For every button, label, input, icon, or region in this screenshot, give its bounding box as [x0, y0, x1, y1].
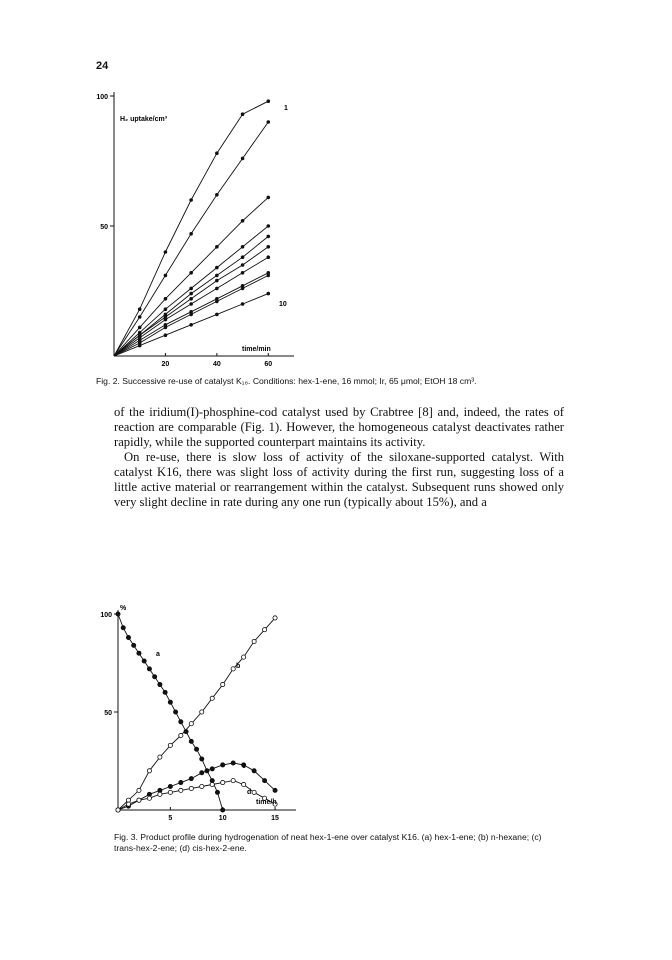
- figure-3-data-point-a: [221, 808, 225, 812]
- figure-3-data-point-b: [221, 682, 225, 686]
- figure-3-data-point-c: [189, 777, 193, 781]
- figure-2-axes: [96, 92, 294, 368]
- figure-3-data-point-b: [262, 628, 266, 632]
- figure-3-y-axis-label: %: [120, 605, 127, 612]
- figure-3-data-point-d: [242, 782, 246, 786]
- figure-2-series-line-4: [114, 226, 268, 356]
- figure-2-data-point-5: [190, 292, 193, 295]
- figure-2-data-point-5: [215, 274, 218, 277]
- figure-2-data-point-1: [267, 100, 270, 103]
- figure-3-caption: Fig. 3. Product profile during hydrogenation of neat hex-1-ene over catalyst K16. (a) hex-1-ene; (b) n-hexane; (c) trans-hex-2-ene; (d) cis-hex-2-ene.: [114, 832, 542, 853]
- figure-2-data-point-7: [215, 287, 218, 290]
- figure-2-data-point-9: [215, 300, 218, 303]
- figure-2-data-point-7: [241, 271, 244, 274]
- figure-3-data-point-d: [231, 779, 235, 783]
- figure-3-x-tick-label: 10: [218, 815, 227, 822]
- body-paragraph-2: On re-use, there is slow loss of activity of the siloxane-supported catalyst. With catalyst K16, there was slight loss of activity during the first run, suggesting loss of a little active material or rearrangement within the catalyst. Subsequent runs showed only very slight decline in rate during any one run (typically about 15%), and a: [114, 450, 564, 509]
- figure-2-data-point-3: [267, 196, 270, 199]
- figure-2-series-10-label: 10: [279, 301, 287, 308]
- figure-2-data-point-4: [241, 245, 244, 248]
- figure-2-data-point-10: [138, 344, 141, 347]
- figure-3-data-point-c: [168, 784, 172, 788]
- figure-3-data-point-d: [158, 792, 162, 796]
- figure-2-data-point-1: [215, 152, 218, 155]
- figure-3-data-point-a: [153, 675, 157, 679]
- figure-3-data-point-a: [163, 690, 167, 694]
- figure-3-data-point-b: [231, 667, 235, 671]
- figure-3-data-point-b: [147, 769, 151, 773]
- figure-3-curve-a-label: a: [156, 651, 160, 658]
- figure-2-data-point-1: [241, 113, 244, 116]
- figure-3-data-point-a: [137, 651, 141, 655]
- figure-3-series-group: [116, 612, 277, 812]
- figure-2-y-axis-label: H₂ uptake/cm³: [120, 116, 168, 123]
- figure-3-data-point-a: [147, 667, 151, 671]
- figure-3-data-point-b: [137, 788, 141, 792]
- figure-2-data-point-10: [241, 303, 244, 306]
- figure-2-data-point-10: [267, 292, 270, 295]
- figure-3-data-point-d: [116, 808, 120, 812]
- figure-3-data-point-a: [126, 635, 130, 639]
- figure-3-data-point-d: [221, 780, 225, 784]
- figure-2-data-point-10: [215, 313, 218, 316]
- figure-2-data-point-2: [138, 316, 141, 319]
- figure-3-series-line-c: [118, 763, 275, 810]
- figure-3-data-point-c: [210, 767, 214, 771]
- figure-2-data-point-10: [164, 334, 167, 337]
- figure-3-data-point-a: [200, 757, 204, 761]
- figure-2-series-line-5: [114, 236, 268, 356]
- figure-3-data-point-b: [179, 733, 183, 737]
- figure-3-data-point-a: [194, 747, 198, 751]
- figure-3-data-point-d: [210, 782, 214, 786]
- body-text: [114, 405, 564, 510]
- figure-2-series-line-2: [114, 122, 268, 356]
- figure-2-data-point-9: [190, 313, 193, 316]
- figure-3-data-point-c: [231, 761, 235, 765]
- figure-2-chart: [96, 84, 300, 374]
- figure-3-data-point-b: [210, 696, 214, 700]
- figure-2-data-point-7: [164, 318, 167, 321]
- figure-3-data-point-b: [200, 710, 204, 714]
- figure-3-data-point-a: [179, 720, 183, 724]
- figure-2-data-point-9: [241, 287, 244, 290]
- figure-3-data-point-d: [200, 784, 204, 788]
- figure-2-data-point-6: [241, 264, 244, 267]
- figure-3-data-point-d: [147, 796, 151, 800]
- figure-3-x-tick-label: 5: [168, 815, 173, 822]
- figure-2-x-axis-label: time/min: [242, 346, 271, 353]
- figure-3-curve-c-label: c: [242, 763, 246, 770]
- figure-2-data-point-6: [190, 297, 193, 300]
- figure-2-x-tick-label: 20: [161, 361, 170, 368]
- page-number: 24: [96, 60, 109, 72]
- figure-2-data-point-3: [215, 245, 218, 248]
- figure-3-data-point-c: [221, 763, 225, 767]
- figure-3-data-point-a: [173, 710, 177, 714]
- figure-2-data-point-3: [164, 297, 167, 300]
- figure-2-data-point-2: [164, 274, 167, 277]
- figure-3-series-line-b: [118, 618, 275, 810]
- figure-2-data-point-6: [267, 245, 270, 248]
- figure-3-data-point-b: [273, 616, 277, 620]
- figure-2-series-line-3: [114, 197, 268, 356]
- figure-2-data-point-3: [138, 326, 141, 329]
- figure-2-data-point-4: [190, 287, 193, 290]
- figure-2-data-point-4: [164, 308, 167, 311]
- figure-3-data-point-a: [158, 682, 162, 686]
- figure-2-data-point-5: [267, 235, 270, 238]
- figure-3-curve-b-label: b: [236, 663, 241, 670]
- figure-2-data-point-7: [190, 303, 193, 306]
- figure-3-data-point-b: [158, 755, 162, 759]
- figure-3-data-point-d: [126, 802, 130, 806]
- figure-3-data-point-d: [189, 786, 193, 790]
- figure-3-x-tick-label: 15: [271, 815, 279, 822]
- figure-2-data-point-10: [190, 323, 193, 326]
- figure-2-caption: Fig. 2. Successive re-use of catalyst K₁₆. Conditions: hex-1-ene, 16 mmol; Ir, 65 μmol; EtOH 18 cm³.: [96, 376, 477, 386]
- body-paragraph-1: of the iridium(I)-phosphine-cod catalyst used by Crabtree [8] and, indeed, the rates of reaction are comparable (Fig. 1). However, the homogeneous catalyst deactivates rather rapidly, while the supported counterpart maintains its activity.: [114, 405, 564, 449]
- figure-2-series-1-label: 1: [284, 105, 288, 112]
- figure-2-data-point-7: [267, 256, 270, 259]
- figure-3-data-point-b: [168, 743, 172, 747]
- figure-3-data-point-c: [200, 771, 204, 775]
- figure-2-x-tick-label: 60: [264, 361, 273, 368]
- figure-2-data-point-5: [241, 256, 244, 259]
- figure-2-y-tick-label: 50: [100, 224, 108, 231]
- figure-2-data-point-6: [215, 279, 218, 282]
- figure-3-data-point-d: [252, 790, 256, 794]
- figure-3-data-point-c: [179, 780, 183, 784]
- figure-2-data-point-2: [241, 157, 244, 160]
- figure-2-x-tick-label: 40: [212, 361, 221, 368]
- figure-3-data-point-c: [252, 769, 256, 773]
- figure-3-data-point-a: [168, 700, 172, 704]
- figure-2-series-line-1: [114, 101, 268, 356]
- figure-2-data-point-9: [164, 326, 167, 329]
- figure-2-data-point-3: [241, 219, 244, 222]
- figure-2-data-point-1: [164, 251, 167, 254]
- figure-3-data-point-a: [189, 739, 193, 743]
- figure-2-data-point-4: [215, 266, 218, 269]
- figure-2-data-point-4: [267, 225, 270, 228]
- figure-2-y-tick-label: 100: [96, 94, 108, 101]
- figure-3-y-tick-label: 50: [104, 710, 112, 717]
- figure-3-data-point-d: [168, 790, 172, 794]
- figure-2-data-point-1: [138, 308, 141, 311]
- figure-2-data-point-2: [267, 121, 270, 124]
- figure-3-data-point-a: [132, 643, 136, 647]
- figure-3-curve-d-label: d: [247, 789, 252, 796]
- figure-3-data-point-b: [242, 655, 246, 659]
- figure-3-x-axis-label: time/h: [256, 799, 277, 806]
- figure-3-data-point-a: [116, 612, 120, 616]
- figure-3-y-tick-label: 100: [100, 612, 112, 619]
- figure-2-data-point-1: [190, 199, 193, 202]
- figure-3-data-point-c: [262, 779, 266, 783]
- figure-3-data-point-a: [121, 626, 125, 630]
- figure-3-data-point-d: [179, 788, 183, 792]
- figure-3-data-point-b: [252, 639, 256, 643]
- figure-3-data-point-c: [273, 788, 277, 792]
- figure-2-data-point-2: [190, 232, 193, 235]
- figure-3-data-point-d: [137, 798, 141, 802]
- figure-2-data-point-9: [267, 274, 270, 277]
- figure-3-data-point-a: [215, 790, 219, 794]
- figure-2-series-group: [114, 100, 270, 356]
- figure-3-data-point-b: [189, 722, 193, 726]
- figure-2-data-point-3: [190, 271, 193, 274]
- figure-3-data-point-a: [142, 659, 146, 663]
- figure-2-data-point-2: [215, 193, 218, 196]
- figure-3-chart: [96, 600, 316, 825]
